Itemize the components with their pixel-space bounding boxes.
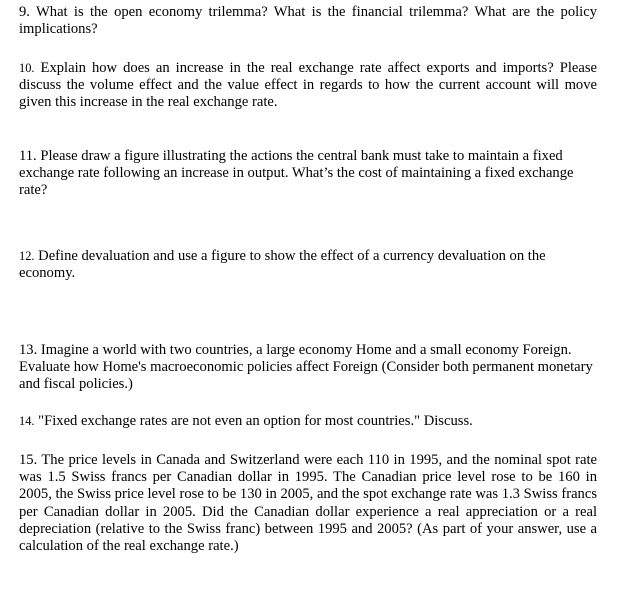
question-number: 15. <box>19 452 38 468</box>
question-number: 12. <box>19 249 35 263</box>
question-number: 9. <box>19 4 30 20</box>
question-text: Explain how does an increase in the real exchange rate affect exports and imports? Please discuss the volume effect and the value effect in regards to how the current account will move given this increase in the real exchange rate. <box>19 60 597 111</box>
question-number: 13. <box>19 342 38 358</box>
question-number: 10. <box>19 61 35 75</box>
question-11 <box>19 148 597 200</box>
question-13 <box>19 342 597 394</box>
question-12 <box>19 248 597 282</box>
question-text: Please draw a figure illustrating the actions the central bank must take to maintain a fixed exchange rate following an increase in output. What’s the cost of maintaining a fixed exchange rate? <box>19 148 574 199</box>
question-text: Imagine a world with two countries, a large economy Home and a small economy Foreign. Evaluate how Home's macroeconomic policies affect Foreign (Consider both permanent monetary and fiscal policies.) <box>19 342 593 393</box>
question-text: What is the open economy trilemma? What is the financial trilemma? What are the policy implications? <box>19 4 597 38</box>
question-15 <box>19 452 597 555</box>
question-text: Define devaluation and use a figure to show the effect of a currency devaluation on the economy. <box>19 248 546 282</box>
question-number: 11. <box>19 148 37 164</box>
question-text: "Fixed exchange rates are not even an option for most countries." Discuss. <box>38 413 473 429</box>
question-text: The price levels in Canada and Switzerland were each 110 in 1995, and the nominal spot rate was 1.5 Swiss francs per Canadian dollar in 1995. The Canadian price level rose to be 160 in 2005, the Swiss price level rose to be 130 in 2005, and the spot exchange rate was 1.3 Swiss francs per Canadian dollar in 2005. Did the Canadian dollar experience a real appreciation or a real depreciation (relative to the Swiss franc) between 1995 and 2005? (As part of your answer, use a calculation of the real exchange rate.) <box>19 452 598 555</box>
question-number: 14. <box>19 414 35 428</box>
question-9 <box>19 4 597 38</box>
question-14 <box>19 413 597 430</box>
question-10 <box>19 60 597 112</box>
